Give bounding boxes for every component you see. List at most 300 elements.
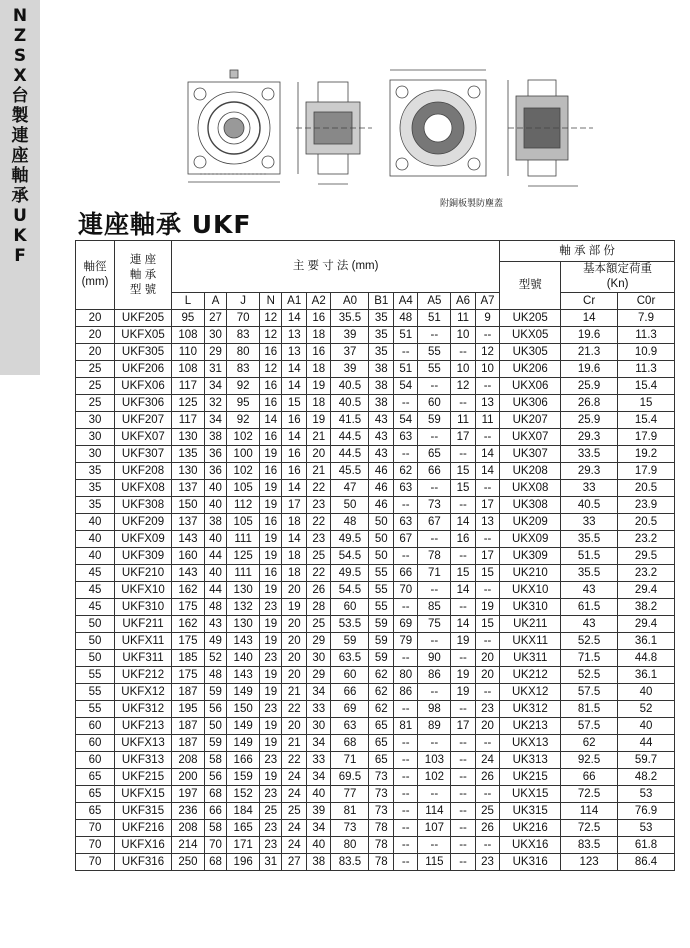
table-cell: 58 bbox=[204, 752, 226, 769]
table-cell: 62 bbox=[369, 684, 394, 701]
table-cell: 35.5 bbox=[561, 531, 618, 548]
table-row bbox=[76, 735, 675, 752]
table-cell: 38 bbox=[204, 429, 226, 446]
table-cell: UK306 bbox=[500, 395, 561, 412]
table-cell: 55 bbox=[418, 344, 451, 361]
table-cell: 60 bbox=[76, 718, 115, 735]
table-cell: 20 bbox=[306, 446, 331, 463]
table-cell: 59 bbox=[369, 650, 394, 667]
table-cell: 48.2 bbox=[618, 769, 675, 786]
table-cell: 68 bbox=[204, 854, 226, 871]
table-cell: 35 bbox=[76, 463, 115, 480]
table-cell: 165 bbox=[227, 820, 260, 837]
table-cell: 19 bbox=[451, 684, 476, 701]
table-cell: 16 bbox=[306, 310, 331, 327]
table-cell: 23.9 bbox=[618, 497, 675, 514]
table-cell: 175 bbox=[172, 599, 205, 616]
table-cell: 15 bbox=[451, 565, 476, 582]
table-cell: UK312 bbox=[500, 701, 561, 718]
table-cell: 107 bbox=[418, 820, 451, 837]
table-cell: 45 bbox=[76, 599, 115, 616]
banner-char: 連 bbox=[11, 126, 29, 146]
table-cell: UKF310 bbox=[115, 599, 172, 616]
table-cell: 25 bbox=[260, 803, 282, 820]
table-cell: -- bbox=[393, 344, 418, 361]
table-cell: -- bbox=[418, 735, 451, 752]
table-cell: 38.2 bbox=[618, 599, 675, 616]
table-cell: 65 bbox=[369, 718, 394, 735]
header-dim-b1: B1 bbox=[369, 293, 394, 310]
table-cell: 43 bbox=[561, 616, 618, 633]
table-cell: 40 bbox=[204, 480, 226, 497]
table-cell: 14 bbox=[282, 480, 307, 497]
table-cell: 102 bbox=[227, 429, 260, 446]
header-dim-a: A bbox=[204, 293, 226, 310]
table-cell: 59 bbox=[204, 735, 226, 752]
header-dim-a7: A7 bbox=[475, 293, 500, 310]
table-cell: UKF312 bbox=[115, 701, 172, 718]
table-cell: 36 bbox=[204, 446, 226, 463]
table-cell: 92 bbox=[227, 412, 260, 429]
table-cell: 16 bbox=[306, 344, 331, 361]
table-cell: 50 bbox=[369, 548, 394, 565]
table-cell: 68 bbox=[331, 735, 369, 752]
table-cell: 23 bbox=[260, 650, 282, 667]
table-cell: -- bbox=[451, 837, 476, 854]
table-cell: 73 bbox=[418, 497, 451, 514]
table-cell: UKF315 bbox=[115, 803, 172, 820]
table-cell: 19 bbox=[260, 548, 282, 565]
table-cell: -- bbox=[418, 378, 451, 395]
table-cell: 81.5 bbox=[561, 701, 618, 718]
table-cell: 23 bbox=[260, 599, 282, 616]
table-cell: -- bbox=[451, 820, 476, 837]
table-cell: 111 bbox=[227, 565, 260, 582]
table-cell: UKF209 bbox=[115, 514, 172, 531]
table-cell: 62 bbox=[393, 463, 418, 480]
table-cell: 12 bbox=[260, 327, 282, 344]
table-cell: 19 bbox=[260, 633, 282, 650]
table-cell: 39 bbox=[331, 361, 369, 378]
table-cell: 10 bbox=[451, 361, 476, 378]
table-cell: 102 bbox=[227, 463, 260, 480]
table-cell: 40 bbox=[204, 497, 226, 514]
table-cell: 51 bbox=[418, 310, 451, 327]
table-cell: 19.6 bbox=[561, 361, 618, 378]
table-cell: 21 bbox=[282, 684, 307, 701]
table-cell: 149 bbox=[227, 684, 260, 701]
table-cell: 40 bbox=[204, 531, 226, 548]
table-cell: 65 bbox=[418, 446, 451, 463]
table-cell: 63.5 bbox=[331, 650, 369, 667]
table-cell: UK208 bbox=[500, 463, 561, 480]
table-cell: UKF210 bbox=[115, 565, 172, 582]
table-cell: 19 bbox=[260, 684, 282, 701]
table-row bbox=[76, 820, 675, 837]
table-cell: 65 bbox=[76, 786, 115, 803]
table-cell: 114 bbox=[418, 803, 451, 820]
table-row bbox=[76, 463, 675, 480]
table-cell: UKFX12 bbox=[115, 684, 172, 701]
table-cell: UKF313 bbox=[115, 752, 172, 769]
table-cell: 100 bbox=[227, 446, 260, 463]
table-cell: 14 bbox=[282, 531, 307, 548]
table-row bbox=[76, 480, 675, 497]
table-cell: 143 bbox=[172, 531, 205, 548]
table-cell: UKF311 bbox=[115, 650, 172, 667]
table-cell: -- bbox=[475, 837, 500, 854]
table-cell: 25.9 bbox=[561, 378, 618, 395]
table-cell: 76.9 bbox=[618, 803, 675, 820]
table-cell: 24 bbox=[282, 837, 307, 854]
table-cell: 51.5 bbox=[561, 548, 618, 565]
table-cell: UKFX06 bbox=[115, 378, 172, 395]
table-cell: 41.5 bbox=[331, 412, 369, 429]
table-row bbox=[76, 361, 675, 378]
table-cell: -- bbox=[451, 497, 476, 514]
table-cell: 43 bbox=[561, 582, 618, 599]
table-cell: 40 bbox=[76, 548, 115, 565]
header-load-unit: (Kn) bbox=[606, 278, 629, 290]
table-cell: 46 bbox=[369, 480, 394, 497]
table-cell: 187 bbox=[172, 735, 205, 752]
table-cell: 30 bbox=[76, 429, 115, 446]
table-cell: 30 bbox=[306, 718, 331, 735]
table-cell: 60 bbox=[418, 395, 451, 412]
table-cell: 65 bbox=[76, 769, 115, 786]
table-cell: 60 bbox=[76, 752, 115, 769]
table-cell: 17.9 bbox=[618, 429, 675, 446]
table-cell: 51 bbox=[393, 361, 418, 378]
table-cell: 35 bbox=[369, 344, 394, 361]
table-cell: 62 bbox=[561, 735, 618, 752]
table-cell: 38 bbox=[369, 361, 394, 378]
table-cell: 36.1 bbox=[618, 667, 675, 684]
table-cell: 23 bbox=[475, 854, 500, 871]
table-cell: 50 bbox=[76, 633, 115, 650]
table-cell: UKFX10 bbox=[115, 582, 172, 599]
table-cell: -- bbox=[451, 344, 476, 361]
table-row bbox=[76, 548, 675, 565]
table-row bbox=[76, 310, 675, 327]
table-cell: 130 bbox=[227, 582, 260, 599]
header-shaft-unit: (mm) bbox=[81, 276, 109, 288]
table-cell: 83 bbox=[227, 327, 260, 344]
table-cell: 15 bbox=[282, 395, 307, 412]
table-cell: 23 bbox=[260, 786, 282, 803]
table-cell: 25 bbox=[475, 803, 500, 820]
table-cell: 57.5 bbox=[561, 684, 618, 701]
table-cell: 53 bbox=[618, 820, 675, 837]
table-cell: -- bbox=[393, 752, 418, 769]
table-row bbox=[76, 378, 675, 395]
table-cell: 15 bbox=[618, 395, 675, 412]
table-cell: 17 bbox=[451, 429, 476, 446]
side-view-drawing bbox=[296, 82, 372, 184]
table-cell: 14 bbox=[475, 463, 500, 480]
table-cell: -- bbox=[418, 633, 451, 650]
table-cell: 45 bbox=[76, 582, 115, 599]
table-cell: 40.5 bbox=[331, 395, 369, 412]
table-cell: 20 bbox=[475, 718, 500, 735]
table-cell: 114 bbox=[561, 803, 618, 820]
table-cell: 16 bbox=[282, 412, 307, 429]
table-cell: 61.8 bbox=[618, 837, 675, 854]
table-cell: 46 bbox=[369, 497, 394, 514]
table-row bbox=[76, 446, 675, 463]
table-cell: 105 bbox=[227, 514, 260, 531]
table-cell: 63 bbox=[393, 480, 418, 497]
banner-char: 座 bbox=[11, 146, 29, 166]
table-cell: 73 bbox=[369, 803, 394, 820]
table-cell: 59.7 bbox=[618, 752, 675, 769]
table-cell: 102 bbox=[418, 769, 451, 786]
table-cell: 40 bbox=[76, 514, 115, 531]
table-cell: UK307 bbox=[500, 446, 561, 463]
table-cell: 15.4 bbox=[618, 378, 675, 395]
table-cell: 59 bbox=[369, 616, 394, 633]
table-cell: 55 bbox=[76, 684, 115, 701]
table-cell: 67 bbox=[393, 531, 418, 548]
side-view-2-drawing bbox=[508, 80, 593, 186]
table-cell: 25 bbox=[306, 548, 331, 565]
table-cell: 36.1 bbox=[618, 633, 675, 650]
table-cell: 55 bbox=[76, 667, 115, 684]
table-cell: 187 bbox=[172, 718, 205, 735]
table-cell: 49.5 bbox=[331, 531, 369, 548]
table-cell: UKX12 bbox=[500, 684, 561, 701]
table-cell: 37 bbox=[331, 344, 369, 361]
table-cell: 31 bbox=[204, 361, 226, 378]
table-cell: 23 bbox=[306, 497, 331, 514]
table-cell: 29.4 bbox=[618, 582, 675, 599]
table-cell: 20 bbox=[76, 344, 115, 361]
table-cell: UKFX09 bbox=[115, 531, 172, 548]
table-cell: 20 bbox=[76, 310, 115, 327]
table-cell: 38 bbox=[369, 378, 394, 395]
table-cell: 26 bbox=[475, 820, 500, 837]
table-cell: UKF307 bbox=[115, 446, 172, 463]
table-cell: 11 bbox=[475, 412, 500, 429]
table-cell: 50 bbox=[204, 718, 226, 735]
table-cell: 19 bbox=[282, 599, 307, 616]
table-cell: -- bbox=[418, 531, 451, 548]
table-cell: 13 bbox=[282, 327, 307, 344]
banner-char: U bbox=[13, 206, 27, 226]
table-cell: -- bbox=[418, 582, 451, 599]
table-cell: 16 bbox=[260, 514, 282, 531]
table-cell: 11.3 bbox=[618, 361, 675, 378]
table-cell: 54.5 bbox=[331, 582, 369, 599]
table-cell: 137 bbox=[172, 514, 205, 531]
table-cell: -- bbox=[418, 429, 451, 446]
table-cell: 40 bbox=[306, 837, 331, 854]
table-cell: 23.2 bbox=[618, 531, 675, 548]
table-cell: UKFX07 bbox=[115, 429, 172, 446]
table-cell: 40 bbox=[618, 684, 675, 701]
table-cell: -- bbox=[393, 701, 418, 718]
table-cell: 68 bbox=[204, 786, 226, 803]
table-cell: 18 bbox=[306, 327, 331, 344]
table-cell: UKFX15 bbox=[115, 786, 172, 803]
table-cell: -- bbox=[475, 633, 500, 650]
table-cell: 108 bbox=[172, 327, 205, 344]
header-dim-a0: A0 bbox=[331, 293, 369, 310]
table-cell: 132 bbox=[227, 599, 260, 616]
table-cell: 30 bbox=[76, 446, 115, 463]
table-cell: 16 bbox=[260, 565, 282, 582]
table-cell: 43 bbox=[204, 616, 226, 633]
header-shaft bbox=[76, 241, 115, 310]
banner-char: F bbox=[14, 246, 26, 266]
table-cell: 23 bbox=[260, 837, 282, 854]
table-cell: UKF206 bbox=[115, 361, 172, 378]
table-cell: 24 bbox=[282, 769, 307, 786]
table-cell: -- bbox=[393, 769, 418, 786]
table-cell: -- bbox=[451, 752, 476, 769]
table-cell: 83 bbox=[227, 361, 260, 378]
table-cell: 51 bbox=[393, 327, 418, 344]
table-cell: -- bbox=[451, 446, 476, 463]
header-bearing-group: 軸 承 部 份 bbox=[500, 241, 675, 262]
table-cell: UKF305 bbox=[115, 344, 172, 361]
table-cell: 184 bbox=[227, 803, 260, 820]
table-cell: UKF213 bbox=[115, 718, 172, 735]
table-cell: UKX09 bbox=[500, 531, 561, 548]
table-cell: UKX10 bbox=[500, 582, 561, 599]
table-cell: 23 bbox=[306, 531, 331, 548]
table-cell: 30 bbox=[76, 412, 115, 429]
table-cell: 58 bbox=[204, 820, 226, 837]
table-cell: UK211 bbox=[500, 616, 561, 633]
table-cell: 66 bbox=[331, 684, 369, 701]
table-cell: 66 bbox=[204, 803, 226, 820]
table-cell: 19 bbox=[260, 497, 282, 514]
table-cell: -- bbox=[418, 684, 451, 701]
table-row bbox=[76, 854, 675, 871]
table-row bbox=[76, 667, 675, 684]
table-cell: 77 bbox=[331, 786, 369, 803]
page-title: 連座軸承 UKF bbox=[78, 210, 252, 239]
table-cell: 65 bbox=[369, 752, 394, 769]
table-cell: 33 bbox=[561, 514, 618, 531]
table-cell: 33 bbox=[561, 480, 618, 497]
table-cell: 78 bbox=[369, 837, 394, 854]
table-cell: 13 bbox=[475, 514, 500, 531]
table-cell: 195 bbox=[172, 701, 205, 718]
table-cell: 62 bbox=[369, 667, 394, 684]
table-cell: 22 bbox=[282, 701, 307, 718]
front-view-drawing bbox=[188, 70, 280, 182]
table-cell: 30 bbox=[306, 650, 331, 667]
header-dim-a5: A5 bbox=[418, 293, 451, 310]
table-cell: -- bbox=[418, 327, 451, 344]
table-cell: 32 bbox=[204, 395, 226, 412]
table-cell: 70 bbox=[76, 820, 115, 837]
table-cell: 31 bbox=[260, 854, 282, 871]
table-cell: 92.5 bbox=[561, 752, 618, 769]
table-cell: -- bbox=[393, 497, 418, 514]
table-cell: 12 bbox=[260, 361, 282, 378]
table-cell: 44 bbox=[618, 735, 675, 752]
header-dim-a4: A4 bbox=[393, 293, 418, 310]
table-cell: 26 bbox=[306, 582, 331, 599]
table-cell: -- bbox=[475, 582, 500, 599]
table-cell: -- bbox=[393, 803, 418, 820]
table-cell: 33 bbox=[306, 752, 331, 769]
table-cell: 11.3 bbox=[618, 327, 675, 344]
table-cell: -- bbox=[475, 684, 500, 701]
table-cell: 52 bbox=[204, 650, 226, 667]
table-cell: 23 bbox=[260, 820, 282, 837]
table-cell: 33 bbox=[306, 701, 331, 718]
table-cell: 29.5 bbox=[618, 548, 675, 565]
table-cell: 185 bbox=[172, 650, 205, 667]
table-cell: 39 bbox=[306, 803, 331, 820]
table-cell: 13 bbox=[475, 395, 500, 412]
side-banner-text bbox=[9, 6, 31, 266]
table-cell: 14 bbox=[561, 310, 618, 327]
spec-table-body bbox=[76, 310, 675, 871]
table-cell: 21 bbox=[306, 463, 331, 480]
table-cell: 35 bbox=[76, 497, 115, 514]
table-cell: 143 bbox=[172, 565, 205, 582]
table-cell: 80 bbox=[331, 837, 369, 854]
table-cell: 56 bbox=[204, 701, 226, 718]
table-cell: 39 bbox=[331, 327, 369, 344]
table-cell: 187 bbox=[172, 684, 205, 701]
table-cell: 55 bbox=[418, 361, 451, 378]
table-cell: 50 bbox=[369, 514, 394, 531]
table-cell: UKFX11 bbox=[115, 633, 172, 650]
table-cell: 214 bbox=[172, 837, 205, 854]
table-cell: 143 bbox=[227, 667, 260, 684]
table-cell: 14 bbox=[282, 378, 307, 395]
table-cell: 60 bbox=[76, 735, 115, 752]
table-cell: 19 bbox=[260, 735, 282, 752]
table-cell: -- bbox=[393, 395, 418, 412]
table-row bbox=[76, 599, 675, 616]
table-cell: 44.5 bbox=[331, 429, 369, 446]
table-cell: 19.2 bbox=[618, 446, 675, 463]
table-cell: 7.9 bbox=[618, 310, 675, 327]
table-cell: 14 bbox=[260, 412, 282, 429]
table-cell: UKFX08 bbox=[115, 480, 172, 497]
table-cell: 16 bbox=[260, 378, 282, 395]
table-cell: -- bbox=[393, 446, 418, 463]
table-cell: 20 bbox=[475, 667, 500, 684]
table-cell: 38 bbox=[306, 854, 331, 871]
header-bearing-model: 型號 bbox=[500, 262, 561, 310]
table-cell: 12 bbox=[451, 378, 476, 395]
header-unit-line2: 軸 承 bbox=[129, 268, 157, 281]
table-cell: 54.5 bbox=[331, 548, 369, 565]
table-cell: 10.9 bbox=[618, 344, 675, 361]
banner-char: Z bbox=[13, 26, 27, 46]
table-cell: 75 bbox=[418, 616, 451, 633]
table-cell: 24 bbox=[282, 786, 307, 803]
table-cell: 34 bbox=[204, 412, 226, 429]
table-cell: UK215 bbox=[500, 769, 561, 786]
table-cell: 15 bbox=[451, 480, 476, 497]
table-cell: 48 bbox=[204, 667, 226, 684]
table-cell: 19.6 bbox=[561, 327, 618, 344]
table-cell: 19 bbox=[260, 446, 282, 463]
table-cell: 19 bbox=[260, 769, 282, 786]
table-cell: 20 bbox=[282, 650, 307, 667]
table-cell: 56 bbox=[204, 769, 226, 786]
table-cell: 70 bbox=[76, 837, 115, 854]
